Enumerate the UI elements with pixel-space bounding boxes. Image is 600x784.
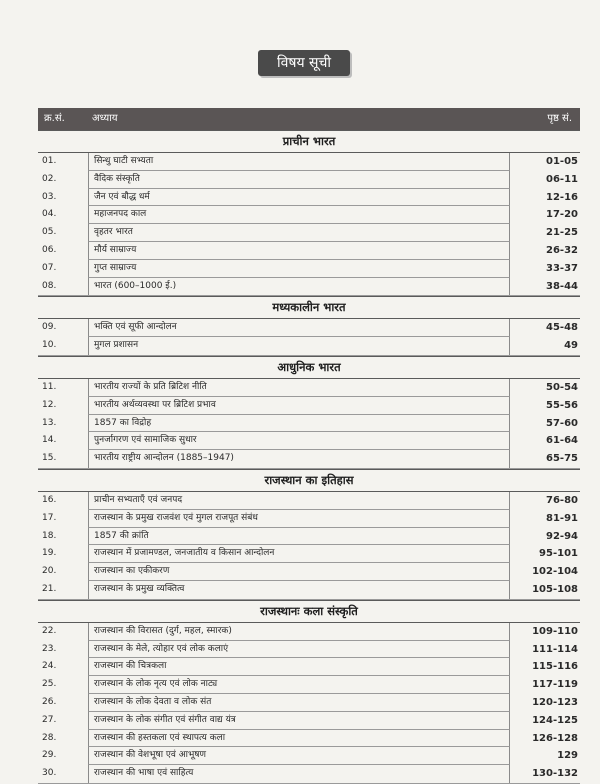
toc-sections: [38, 130, 580, 784]
chapter-name: राजस्थान की चित्रकला: [88, 658, 510, 676]
chapter-name: राजस्थान के प्रमुख राजवंश एवं मुगल राजपूत संबंध: [88, 510, 510, 528]
row-number: 09.: [42, 322, 57, 333]
chapter-name: मौर्य साम्राज्य: [88, 242, 510, 260]
section-rows: [38, 492, 580, 600]
chapter-name: राजस्थान का एकीकरण: [88, 563, 510, 581]
page-range: 61-64: [546, 435, 578, 447]
chapter-name: वैदिक संस्कृति: [88, 171, 510, 189]
page-range: 45-48: [546, 322, 578, 334]
page-range: 49: [564, 340, 578, 352]
section-rows: [38, 379, 580, 469]
chapter-name: जैन एवं बौद्ध धर्म: [88, 189, 510, 207]
chapter-name: प्राचीन सभ्यताएँ एवं जनपद: [88, 492, 510, 510]
row-number: 30.: [42, 768, 57, 779]
section-rows: [38, 153, 580, 296]
header-page: पृष्ठ सं.: [547, 113, 572, 124]
chapter-name: राजस्थान में प्रजामण्डल, जनजातीय व किसान आन्दोलन: [88, 545, 510, 563]
row-number: 06.: [42, 244, 57, 255]
page-range: 111-114: [532, 643, 578, 655]
toc-row: [38, 224, 580, 242]
toc-row: [38, 260, 580, 278]
row-number: 13.: [42, 417, 57, 428]
row-number: 25.: [42, 679, 57, 690]
chapter-name: भक्ति एवं सूफी आन्दोलन: [88, 319, 510, 337]
toc-row: [38, 730, 580, 748]
chapter-name: राजस्थान की भाषा एवं साहित्य: [88, 765, 510, 783]
section-title: प्राचीन भारत: [38, 130, 580, 153]
row-number: 16.: [42, 494, 57, 505]
row-number: 27.: [42, 714, 57, 725]
row-number: 24.: [42, 661, 57, 672]
toc-row: [38, 694, 580, 712]
row-number: 08.: [42, 280, 57, 291]
chapter-name: मुगल प्रशासन: [88, 337, 510, 355]
page-range: 129: [557, 750, 578, 762]
chapter-name: राजस्थान के लोक नृत्य एवं लोक नाट्य: [88, 676, 510, 694]
page-range: 81-91: [546, 512, 578, 524]
page-range: 21-25: [546, 227, 578, 239]
page-range: 55-56: [546, 399, 578, 411]
section-rows: [38, 623, 580, 784]
chapter-name: राजस्थान की वेशभूषा एवं आभूषण: [88, 747, 510, 765]
page-range: 01-05: [546, 156, 578, 167]
page-range: 124-125: [532, 714, 578, 726]
page-range: 109-110: [532, 625, 578, 637]
chapter-name: भारतीय राष्ट्रीय आन्दोलन (1885–1947): [88, 450, 510, 468]
row-number: 29.: [42, 750, 57, 761]
page-range: 102-104: [532, 566, 578, 578]
chapter-name: राजस्थान की विरासत (दुर्ग, महल, स्मारक): [88, 623, 510, 641]
table-of-contents: [38, 108, 580, 784]
row-number: 12.: [42, 399, 57, 410]
toc-row: [38, 278, 580, 296]
page-range: 92-94: [546, 530, 578, 542]
row-number: 03.: [42, 191, 57, 202]
page-range: 38-44: [546, 280, 578, 292]
toc-row: [38, 712, 580, 730]
chapter-name: भारत (600–1000 ई.): [88, 278, 510, 296]
toc-row: [38, 676, 580, 694]
chapter-name: भारतीय राज्यों के प्रति ब्रिटिश नीति: [88, 379, 510, 397]
table-header: [38, 108, 580, 130]
toc-row: [38, 581, 580, 599]
chapter-name: भारतीय अर्थव्यवस्था पर ब्रिटिश प्रभाव: [88, 397, 510, 415]
toc-row: [38, 432, 580, 450]
toc-row: [38, 397, 580, 415]
toc-row: [38, 658, 580, 676]
chapter-name: राजस्थान के लोक देवता व लोक संत: [88, 694, 510, 712]
page-range: 17-20: [546, 209, 578, 221]
toc-row: [38, 510, 580, 528]
toc-row: [38, 206, 580, 224]
chapter-name: राजस्थान के मेले, त्योहार एवं लोक कलाएं: [88, 641, 510, 659]
toc-row: [38, 319, 580, 337]
toc-row: [38, 623, 580, 641]
toc-row: [38, 563, 580, 581]
toc-row: [38, 171, 580, 189]
page-range: 26-32: [546, 244, 578, 256]
toc-row: [38, 189, 580, 207]
chapter-name: राजस्थान की हस्तकला एवं स्थापत्य कला: [88, 730, 510, 748]
row-number: 18.: [42, 530, 57, 541]
section-title: राजस्थान का इतिहास: [38, 469, 580, 492]
toc-row: [38, 545, 580, 563]
page-range: 76-80: [546, 494, 578, 506]
page-range: 50-54: [546, 381, 578, 393]
chapter-name: 1857 का विद्रोह: [88, 415, 510, 433]
row-number: 17.: [42, 512, 57, 523]
toc-row: [38, 492, 580, 510]
section-rows: [38, 319, 580, 356]
page-range: 105-108: [532, 583, 578, 595]
row-number: 21.: [42, 583, 57, 594]
chapter-name: गुप्त साम्राज्य: [88, 260, 510, 278]
page-range: 117-119: [532, 679, 578, 691]
section-title: आधुनिक भारत: [38, 356, 580, 379]
page-range: 130-132: [532, 768, 578, 780]
row-number: 15.: [42, 453, 57, 464]
page-range: 126-128: [532, 732, 578, 744]
chapter-name: महाजनपद काल: [88, 206, 510, 224]
toc-row: [38, 765, 580, 783]
chapter-name: राजस्थान के प्रमुख व्यक्तित्व: [88, 581, 510, 599]
row-number: 10.: [42, 340, 57, 351]
toc-row: [38, 415, 580, 433]
chapter-name: पुनर्जागरण एवं सामाजिक सुधार: [88, 432, 510, 450]
row-number: 05.: [42, 227, 57, 238]
row-number: 11.: [42, 381, 57, 392]
page-range: 120-123: [532, 696, 578, 708]
row-number: 01.: [42, 156, 57, 166]
chapter-name: 1857 की क्रांति: [88, 528, 510, 546]
toc-row: [38, 747, 580, 765]
section-title: मध्यकालीन भारत: [38, 296, 580, 319]
row-number: 22.: [42, 625, 57, 636]
row-number: 02.: [42, 173, 57, 184]
row-number: 19.: [42, 548, 57, 559]
page-range: 12-16: [546, 191, 578, 203]
toc-row: [38, 641, 580, 659]
toc-row: [38, 379, 580, 397]
chapter-name: राजस्थान के लोक संगीत एवं संगीत वाद्य यंत्र: [88, 712, 510, 730]
header-serial: क्र.सं.: [44, 113, 65, 124]
toc-row: [38, 242, 580, 260]
chapter-name: सिन्धु घाटी सभ्यता: [88, 153, 510, 171]
row-number: 23.: [42, 643, 57, 654]
page-range: 65-75: [546, 453, 578, 465]
page-title: विषय सूची: [258, 50, 350, 76]
header-chapter: अध्याय: [92, 113, 118, 124]
toc-row: [38, 337, 580, 355]
row-number: 07.: [42, 262, 57, 273]
row-number: 26.: [42, 696, 57, 707]
section-title: राजस्थानः कला संस्कृति: [38, 600, 580, 623]
toc-row: [38, 153, 580, 171]
page-range: 57-60: [546, 417, 578, 429]
page-range: 95-101: [539, 548, 578, 560]
row-number: 20.: [42, 566, 57, 577]
toc-row: [38, 528, 580, 546]
row-number: 14.: [42, 435, 57, 446]
chapter-name: वृहतर भारत: [88, 224, 510, 242]
toc-row: [38, 450, 580, 468]
row-number: 04.: [42, 209, 57, 220]
row-number: 28.: [42, 732, 57, 743]
page-range: 33-37: [546, 262, 578, 274]
page-range: 115-116: [532, 661, 578, 673]
page-range: 06-11: [546, 173, 578, 185]
